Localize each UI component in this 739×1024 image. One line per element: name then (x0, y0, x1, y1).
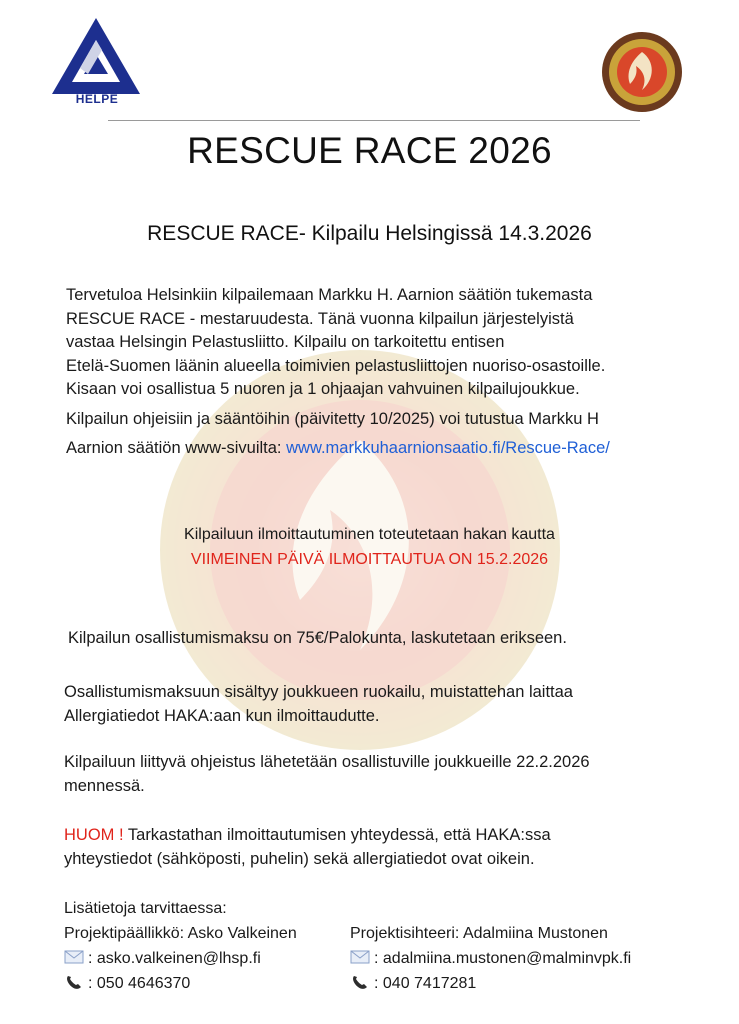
intro-line: RESCUE RACE - mestaruudesta. Tänä vuonna kilpailun järjestelyistä (66, 309, 574, 328)
meal-paragraph (64, 680, 704, 728)
instructions-paragraph (64, 750, 704, 798)
intro-line: Kisaan voi osallistua 5 nuoren ja 1 ohjaajan vahvuinen kilpailujoukkue. (66, 380, 580, 398)
intro-line (66, 437, 696, 461)
project-manager-role: Projektipäällikkö: Asko Valkeinen (64, 925, 297, 942)
fee-line: Kilpailun osallistumismaksu on 75€/Palokunta, laskutetaan erikseen. (68, 629, 567, 647)
project-secretary-email[interactable]: : adalmiina.mustonen@malminvpk.fi (350, 946, 631, 971)
project-manager-phone[interactable]: : 050 4646370 (64, 971, 297, 996)
registration-line: Kilpailuun ilmoittautuminen toteutetaan hakan kautta (184, 526, 555, 543)
intro-link-prefix: Aarnion säätiön www-sivuilta: (66, 439, 282, 457)
project-secretary-role: Projektisihteeri: Adalmiina Mustonen (350, 925, 608, 942)
fee-paragraph (68, 626, 708, 650)
intro-line: Kilpailun ohjeisiin ja sääntöihin (päivitetty 10/2025) voi tutustua Markku H (66, 409, 599, 428)
intro-line: vastaa Helsingin Pelastusliitto. Kilpailu on tarkoitettu entisen (66, 333, 505, 351)
header-divider (108, 120, 640, 121)
contacts-heading: Lisätietoja tarvittaessa: (64, 900, 227, 917)
contact-right (350, 921, 631, 996)
instructions-line-2: mennessä. (64, 777, 145, 795)
notice-line-2: yhteystiedot (sähköposti, puhelin) sekä allergiatiedot ovat oikein. (64, 850, 535, 868)
intro-line: Etelä-Suomen läänin alueella toimivien pelastusliittojen nuoriso-osastoille. (66, 356, 606, 375)
helpe-logo-text: HELPE (75, 92, 119, 106)
notice-paragraph (64, 823, 704, 871)
notice-label: HUOM ! (64, 826, 124, 844)
email-icon (64, 949, 84, 965)
event-subtitle: RESCUE RACE- Kilpailu Helsingissä 14.3.2026 (147, 222, 592, 245)
meal-line-2: Allergiatiedot HAKA:aan kun ilmoittaudutte. (64, 707, 380, 725)
rescue-race-website-link[interactable]: www.markkuhaarnionsaatio.fi/Rescue-Race/ (286, 439, 610, 457)
notice-line-1: Tarkastathan ilmoittautumisen yhteydessä, että HAKA:ssa (127, 826, 551, 844)
rescue-race-logo (600, 30, 684, 114)
registration-block (0, 522, 739, 572)
registration-deadline: VIIMEINEN PÄIVÄ ILMOITTAUTUA ON 15.2.2026 (190, 551, 549, 568)
contact-left (64, 896, 297, 996)
phone-icon (350, 974, 370, 990)
phone-icon (64, 974, 84, 990)
page-title: RESCUE RACE 2026 (187, 130, 552, 171)
project-secretary-phone[interactable]: : 040 7417281 (350, 971, 631, 996)
instructions-line-1: Kilpailuun liittyvä ohjeistus lähetetään osallistuville joukkueille 22.2.2026 (64, 753, 590, 771)
meal-line-1: Osallistumismaksuun sisältyy joukkueen ruokailu, muistattehan laittaa (64, 683, 573, 701)
intro-line: Tervetuloa Helsinkiin kilpailemaan Markku H. Aarnion säätiön tukemasta (66, 286, 593, 304)
email-icon (350, 949, 370, 965)
project-manager-email[interactable]: : asko.valkeinen@lhsp.fi (64, 946, 297, 971)
intro-paragraph (66, 284, 696, 461)
